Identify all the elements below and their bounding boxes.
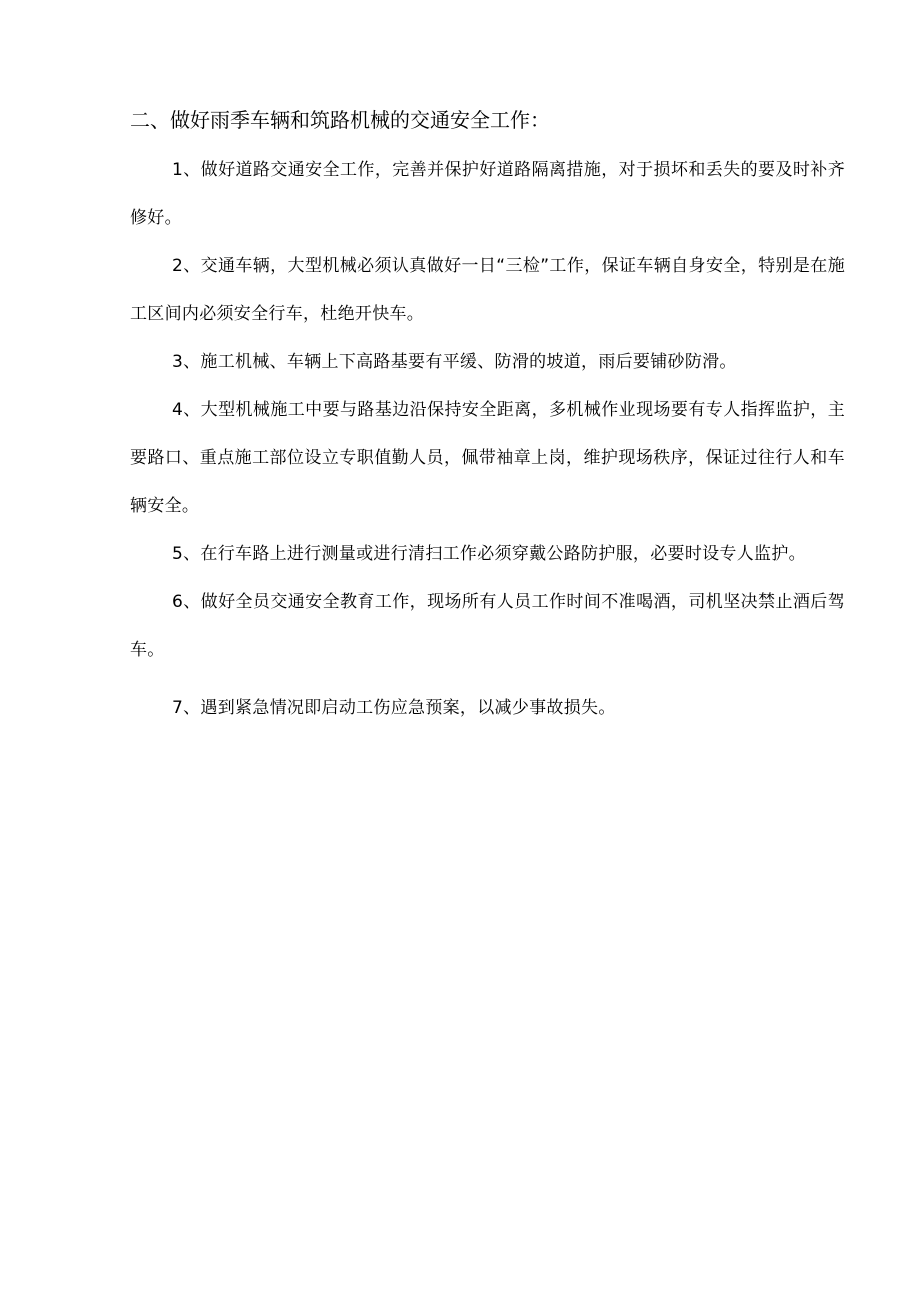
list-item-7: 7、遇到紧急情况即启动工伤应急预案，以减少事故损失。 [172, 698, 616, 718]
list-item-6: 6、做好全员交通安全教育工作，现场所有人员工作时间不准喝酒，司机坚决禁止酒后驾车。 [130, 592, 845, 660]
list-item-1: 1、做好道路交通安全工作，完善并保护好道路隔离措施，对于损坏和丢失的要及时补齐修好。 [130, 160, 845, 228]
section-heading: 二、做好雨季车辆和筑路机械的交通安全工作： [130, 108, 550, 132]
list-item-4: 4、大型机械施工中要与路基边沿保持安全距离，多机械作业现场要有专人指挥监护，主要路口、重点施工部位设立专职值勤人员，佩带袖章上岗，维护现场秩序，保证过往行人和车辆安全。 [130, 400, 845, 516]
list-item-3: 3、施工机械、车辆上下高路基要有平缓、防滑的坡道，雨后要铺砂防滑。 [172, 352, 737, 372]
list-item-2: 2、交通车辆，大型机械必须认真做好一日“三检”工作，保证车辆自身安全，特别是在施工区间内必须安全行车，杜绝开快车。 [130, 256, 845, 324]
list-item-5: 5、在行车路上进行测量或进行清扫工作必须穿戴公路防护服，必要时设专人监护。 [172, 544, 806, 564]
